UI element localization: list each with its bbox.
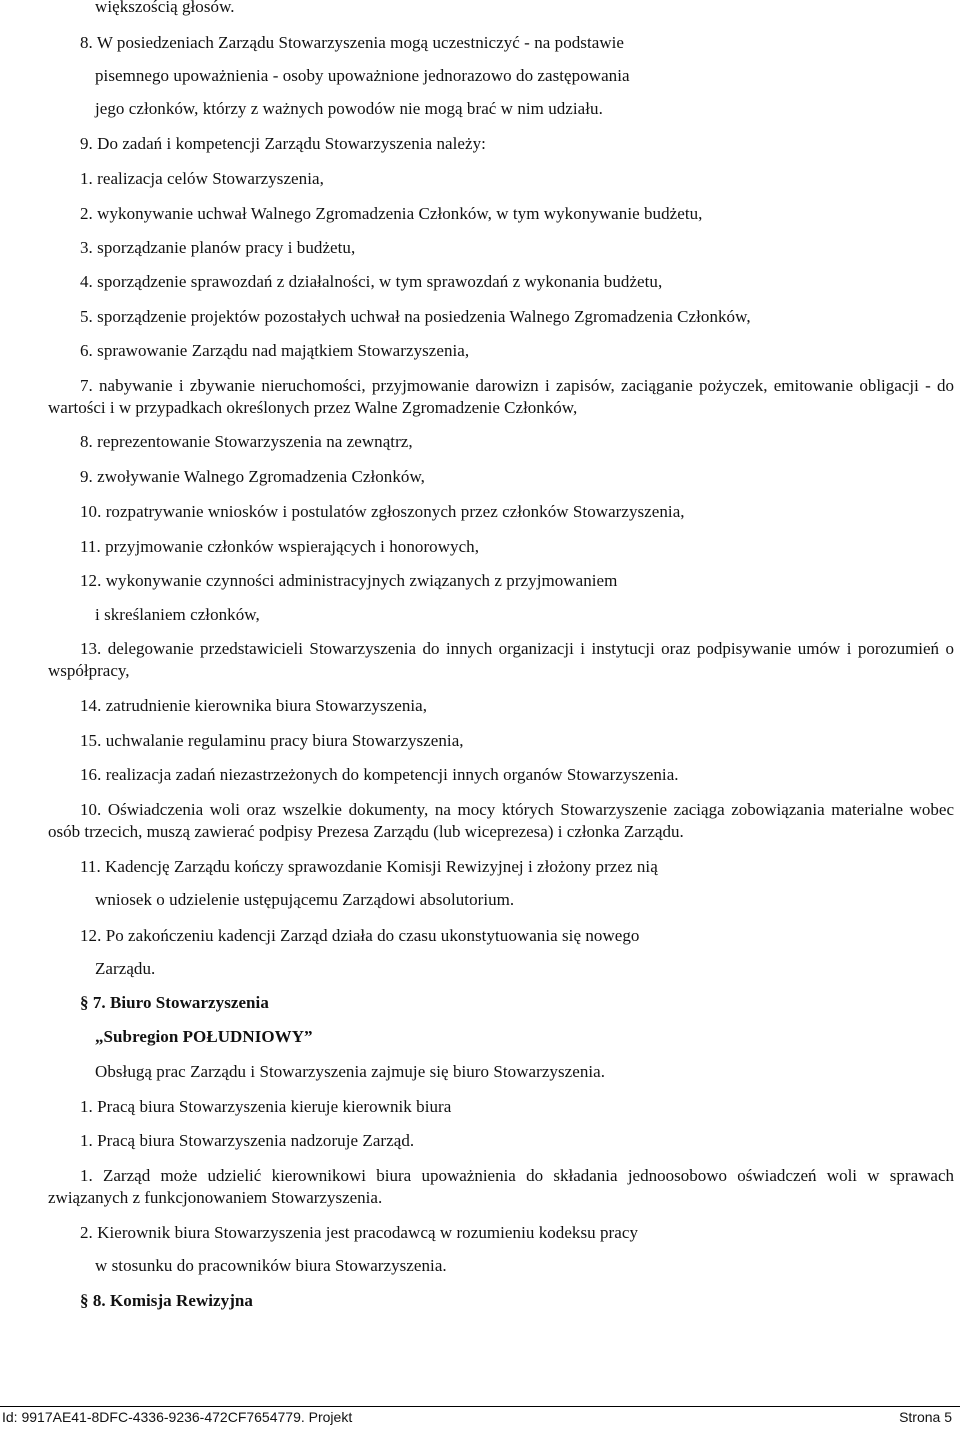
list-item: 7. nabywanie i zbywanie nieruchomości, przyjmowanie darowizn i zapisów, zaciąganie pożyczek, emitowanie obligacji - do wartości i w przypadkach określonych przez Walne Zgromadzenie Członków, [48, 376, 954, 417]
section-7-heading: § 7. Biuro Stowarzyszenia [80, 993, 269, 1012]
section-7-point: 1. Pracą biura Stowarzyszenia kieruje kierownik biura [80, 1097, 452, 1116]
section-7-point: 1. Pracą biura Stowarzyszenia nadzoruje Zarząd. [80, 1131, 415, 1150]
paragraph-9: 9. Do zadań i kompetencji Zarządu Stowarzyszenia należy: [80, 134, 486, 153]
paragraph-11-line-2: wniosek o udzielenie ustępującemu Zarządowi absolutorium. [95, 890, 515, 909]
list-item: 4. sporządzenie sprawozdań z działalności, w tym sprawozdań z wykonania budżetu, [80, 272, 663, 291]
paragraph-line: większością głosów. [95, 0, 235, 16]
section-7-point-2-line-2: w stosunku do pracowników biura Stowarzyszenia. [95, 1256, 447, 1275]
paragraph-8-line-3: jego członków, którzy z ważnych powodów nie mogą brać w nim udziału. [95, 99, 603, 118]
list-item-continuation: i skreślaniem członków, [95, 605, 260, 624]
paragraph-10: 10. Oświadczenia woli oraz wszelkie dokumenty, na mocy których Stowarzyszenie zaciąga zobowiązania materialne wobec osób trzecich, muszą zawierać podpisy Prezesa Zarządu (lub wiceprezesa) i członka Zarządu. [48, 800, 954, 841]
paragraph-8-line-1: 8. W posiedzeniach Zarządu Stowarzyszenia mogą uczestniczyć - na podstawie [80, 33, 625, 52]
footer-document-id: Id: 9917AE41-8DFC-4336-9236-472CF7654779. Projekt [2, 1409, 353, 1425]
list-item: 14. zatrudnienie kierownika biura Stowarzyszenia, [80, 696, 428, 715]
list-item: 9. zwoływanie Walnego Zgromadzenia Członków, [80, 467, 425, 486]
section-7-point-2-line-1: 2. Kierownik biura Stowarzyszenia jest pracodawcą w rozumieniu kodeksu pracy [80, 1223, 639, 1242]
list-item: 8. reprezentowanie Stowarzyszenia na zewnątrz, [80, 432, 413, 451]
subregion-title: „Subregion POŁUDNIOWY” [95, 1027, 313, 1046]
section-7-intro: Obsługą prac Zarządu i Stowarzyszenia zajmuje się biuro Stowarzyszenia. [95, 1062, 606, 1081]
list-item: 12. wykonywanie czynności administracyjnych związanych z przyjmowaniem [80, 571, 618, 590]
list-item: 3. sporządzanie planów pracy i budżetu, [80, 238, 356, 257]
footer-divider [0, 1406, 960, 1407]
list-item: 16. realizacja zadań niezastrzeżonych do kompetencji innych organów Stowarzyszenia. [80, 765, 679, 784]
section-8-heading: § 8. Komisja Rewizyjna [80, 1291, 253, 1310]
list-item: 1. realizacja celów Stowarzyszenia, [80, 169, 324, 188]
list-item: 11. przyjmowanie członków wspierających i honorowych, [80, 537, 480, 556]
paragraph-12-line-2: Zarządu. [95, 959, 156, 978]
section-7-point: 1. Zarząd może udzielić kierownikowi biura upoważnienia do składania jednoosobowo oświadczeń woli w sprawach związanych z funkcjonowaniem Stowarzyszenia. [48, 1166, 954, 1207]
paragraph-8-line-2: pisemnego upoważnienia - osoby upoważnione jednorazowo do zastępowania [95, 66, 630, 85]
list-item: 15. uchwalanie regulaminu pracy biura Stowarzyszenia, [80, 731, 464, 750]
list-item: 10. rozpatrywanie wniosków i postulatów zgłoszonych przez członków Stowarzyszenia, [80, 502, 685, 521]
footer-page-number: Strona 5 [899, 1409, 952, 1425]
list-item: 13. delegowanie przedstawicieli Stowarzyszenia do innych organizacji i instytucji oraz podpisywanie umów i porozumień o współpracy, [48, 639, 954, 680]
list-item: 5. sporządzenie projektów pozostałych uchwał na posiedzenia Walnego Zgromadzenia Członków, [80, 307, 751, 326]
list-item: 2. wykonywanie uchwał Walnego Zgromadzenia Członków, w tym wykonywanie budżetu, [80, 204, 703, 223]
paragraph-12-line-1: 12. Po zakończeniu kadencji Zarząd działa do czasu ukonstytuowania się nowego [80, 926, 640, 945]
list-item: 6. sprawowanie Zarządu nad majątkiem Stowarzyszenia, [80, 341, 470, 360]
paragraph-11-line-1: 11. Kadencję Zarządu kończy sprawozdanie Komisji Rewizyjnej i złożony przez nią [80, 857, 658, 876]
